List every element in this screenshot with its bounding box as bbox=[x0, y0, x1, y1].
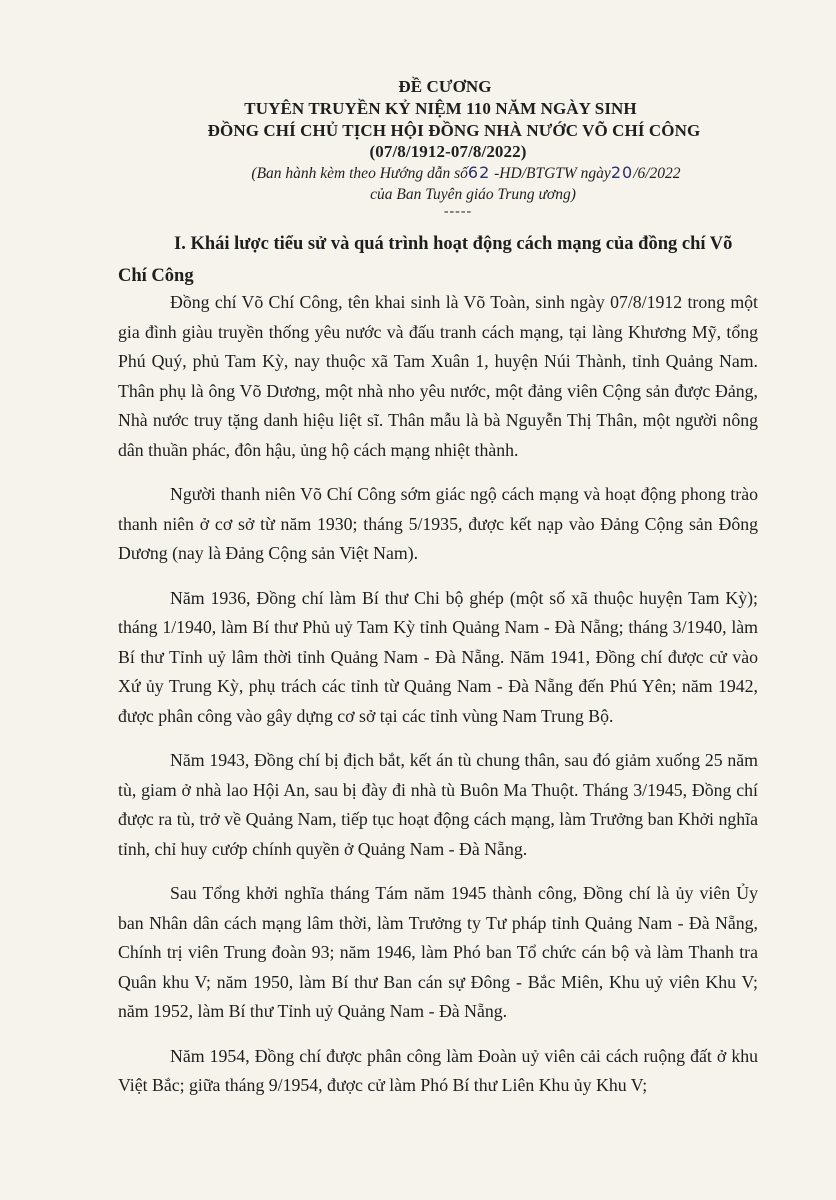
document-title-line: TUYÊN TRUYỀN KỶ NIỆM 110 NĂM NGÀY SINH bbox=[244, 99, 637, 118]
header-divider: ----- bbox=[443, 204, 473, 219]
issuing-body: của Ban Tuyên giáo Trung ương) bbox=[370, 186, 576, 203]
section-heading: I. Khái lược tiểu sử và quá trình hoạt động cách mạng của đồng chí Võ Chí Công bbox=[118, 234, 733, 286]
document-title-line: ĐỒNG CHÍ CHỦ TỊCH HỘI ĐỒNG NHÀ NƯỚC VÕ CHÍ CÔNG bbox=[207, 121, 701, 140]
document-header bbox=[0, 76, 836, 219]
paragraph: Đồng chí Võ Chí Công, tên khai sinh là Võ Toàn, sinh ngày 07/8/1912 trong một gia đình giàu truyền thống yêu nước và đấu tranh cách mạng, tại làng Khương Mỹ, tổng Phú Quý, phủ Tam Kỳ, nay thuộc xã Tam Xuân 1, huyện Núi Thành, tỉnh Quảng Nam. Thân phụ là ông Võ Dương, một nhà nho yêu nước, một đảng viên Cộng sản được Đảng, Nhà nước truy tặng danh hiệu liệt sĩ. Thân mẫu là bà Nguyễn Thị Thân, một người nông dân thuần phác, đôn hậu, ủng hộ cách mạng nhiệt thành. bbox=[118, 292, 758, 460]
document-body bbox=[118, 288, 758, 1116]
paragraph: Năm 1954, Đồng chí được phân công làm Đoàn uỷ viên cải cách ruộng đất ở khu Việt Bắc; giữa tháng 9/1954, được cử làm Phó Bí thư Liên Khu ủy Khu V; bbox=[118, 1045, 758, 1095]
paragraph: Sau Tổng khởi nghĩa tháng Tám năm 1945 thành công, Đồng chí là ủy viên Ủy ban Nhân dân cách mạng lâm thời, làm Trưởng ty Tư pháp tỉnh Quảng Nam - Đà Nẵng, Chính trị viên Trung đoàn 93; năm 1946, làm Phó ban Tổ chức cán bộ và làm Thanh tra Quân khu V; năm 1950, làm Bí thư Ban cán sự Đông - Bắc Miên, Khu uỷ viên Khu V; năm 1952, làm Bí thư Tỉnh uỷ Quảng Nam - Đà Nẵng. bbox=[118, 883, 758, 1021]
paragraph: Năm 1943, Đồng chí bị địch bắt, kết án tù chung thân, sau đó giảm xuống 25 năm tù, giam ở nhà lao Hội An, sau bị đày đi nhà tù Buôn Ma Thuột. Tháng 3/1945, Đồng chí được ra tù, trở về Quảng Nam, tiếp tục hoạt động cách mạng, làm Trưởng ban Khởi nghĩa tỉnh, chỉ huy cướp chính quyền ở Quảng Nam - Đà Nẵng. bbox=[118, 750, 758, 859]
paragraph: Người thanh niên Võ Chí Công sớm giác ngộ cách mạng và hoạt động phong trào thanh niên ở cơ sở từ năm 1930; tháng 5/1935, được kết nạp vào Đảng Cộng sản Đông Dương (nay là Đảng Cộng sản Việt Nam). bbox=[118, 484, 758, 563]
issuance-note: (Ban hành kèm theo Hướng dẫn số62 -HD/BTGTW ngày20/6/2022 bbox=[251, 163, 681, 182]
handwritten-number: 62 bbox=[467, 163, 491, 182]
paragraph: Năm 1936, Đồng chí làm Bí thư Chi bộ ghép (một số xã thuộc huyện Tam Kỳ); tháng 1/1940, làm Bí thư Phủ uỷ Tam Kỳ tỉnh Quảng Nam - Đà Nẵng; tháng 3/1940, làm Bí thư Tỉnh uỷ lâm thời tỉnh Quảng Nam - Đà Nẵng. Năm 1941, Đồng chí được cử vào Xứ ủy Trung Kỳ, phụ trách các tỉnh từ Quảng Nam - Đà Nẵng đến Phú Yên; năm 1942, được phân công vào gây dựng cơ sở tại các tỉnh vùng Nam Trung Bộ. bbox=[118, 587, 758, 726]
document-type: ĐỀ CƯƠNG bbox=[398, 77, 492, 96]
handwritten-day: 20 bbox=[610, 163, 634, 182]
document-date-range: (07/8/1912-07/8/2022) bbox=[369, 142, 527, 161]
